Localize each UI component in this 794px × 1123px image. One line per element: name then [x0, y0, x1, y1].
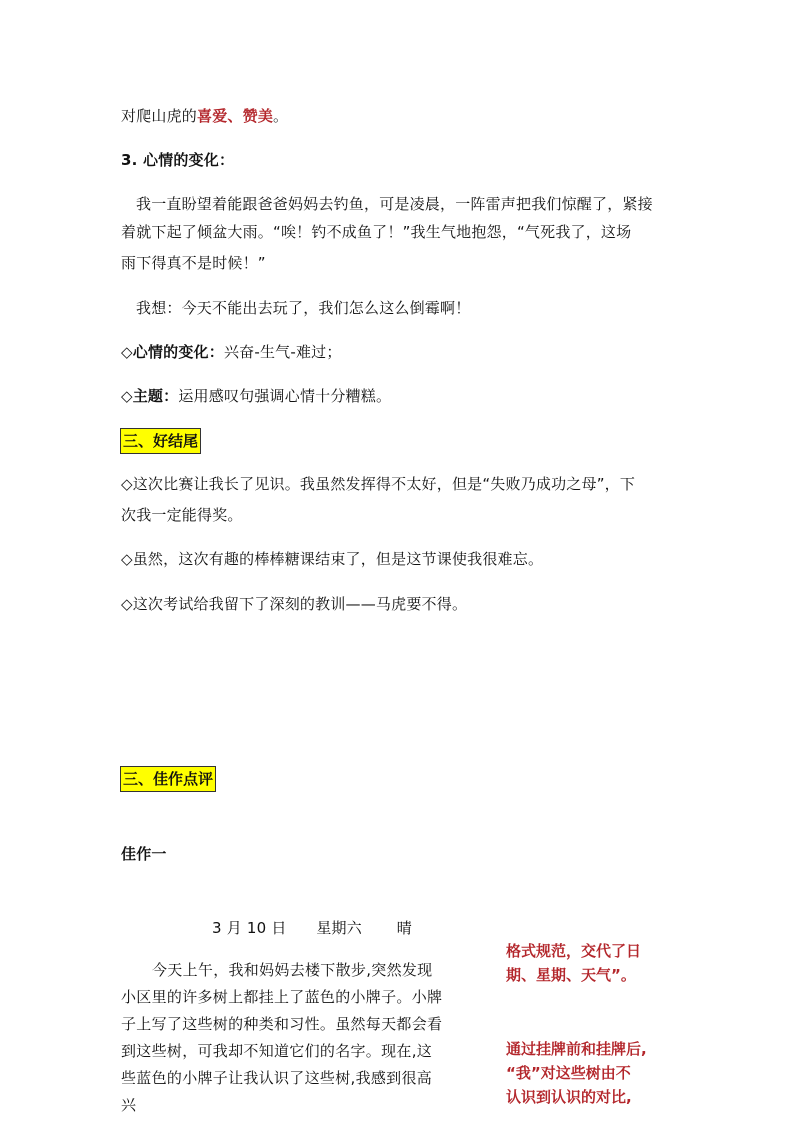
ending-item3: ◇这次考试给我留下了深刻的教训——马虎要不得。 — [121, 595, 468, 613]
mood-change-label: ◇心情的变化： — [121, 343, 224, 361]
mood-para2: 我想：今天不能出去玩了，我们怎么这么倒霉啊！ — [136, 299, 471, 317]
ending-item2: ◇虽然，这次有趣的棒棒糖课结束了，但是这节课使我很难忘。 — [121, 550, 544, 568]
diary-line: 兴 — [121, 1096, 137, 1114]
annotation-contrast-line2: “我”对这些树由不 — [506, 1064, 631, 1082]
intro-highlight-praise: 赞美 — [242, 107, 274, 125]
intro-suffix: 。 — [273, 107, 289, 125]
diary-line: 到这些树，可我却不知道它们的名字。现在,这 — [121, 1042, 433, 1060]
annotation-contrast-line3: 认识到认识的对比, — [506, 1088, 632, 1106]
review-heading: 三、佳作点评 — [120, 766, 216, 792]
mood-change-line — [121, 342, 342, 362]
intro-prefix: 对爬山虎的 — [121, 107, 198, 125]
ending-item1-line2: 次我一定能得奖。 — [121, 506, 243, 524]
diary-line: 小区里的许多树上都挂上了蓝色的小牌子。小牌 — [121, 988, 443, 1006]
diary-line: 今天上午，我和妈妈去楼下散步,突然发现 — [152, 961, 433, 979]
mood-theme-line — [121, 386, 391, 406]
mood-section-title: 3. 心情的变化： — [121, 151, 235, 169]
intro-sep: 、 — [227, 107, 243, 125]
mood-para1-line1: 我一直盼望着能跟爸爸妈妈去钓鱼，可是凌晨，一阵雷声把我们惊醒了，紧接 — [136, 195, 653, 213]
ending-item1-line1: ◇这次比赛让我长了见识。我虽然发挥得不太好，但是“失败乃成功之母”，下 — [121, 475, 636, 493]
annotation-contrast-line1: 通过挂牌前和挂牌后, — [506, 1040, 647, 1058]
diary-header: 3 月 10 日 星期六 晴 — [212, 919, 412, 937]
ending-heading: 三、好结尾 — [120, 428, 201, 454]
annotation-format-line1: 格式规范，交代了日 — [506, 942, 642, 960]
review-subheading: 佳作一 — [121, 845, 167, 863]
mood-para1-line2: 着就下起了倾盆大雨。“唉！钓不成鱼了！”我生气地抱怨，“气死我了，这场 — [121, 223, 632, 241]
intro-line — [121, 106, 288, 126]
diary-line: 子上写了这些树的种类和习性。虽然每天都会看 — [121, 1015, 443, 1033]
mood-theme-text: 运用感叹句强调心情十分糟糕。 — [178, 387, 392, 405]
diary-line: 些蓝色的小牌子让我认识了这些树,我感到很高 — [121, 1069, 433, 1087]
annotation-format-line2: 期、星期、天气”。 — [506, 966, 636, 984]
mood-para1-line3: 雨下得真不是时候！” — [121, 254, 266, 272]
intro-highlight-love: 喜爱 — [197, 107, 228, 125]
mood-theme-label: ◇主题： — [121, 387, 179, 405]
mood-change-text: 兴奋-生气-难过； — [223, 343, 342, 361]
